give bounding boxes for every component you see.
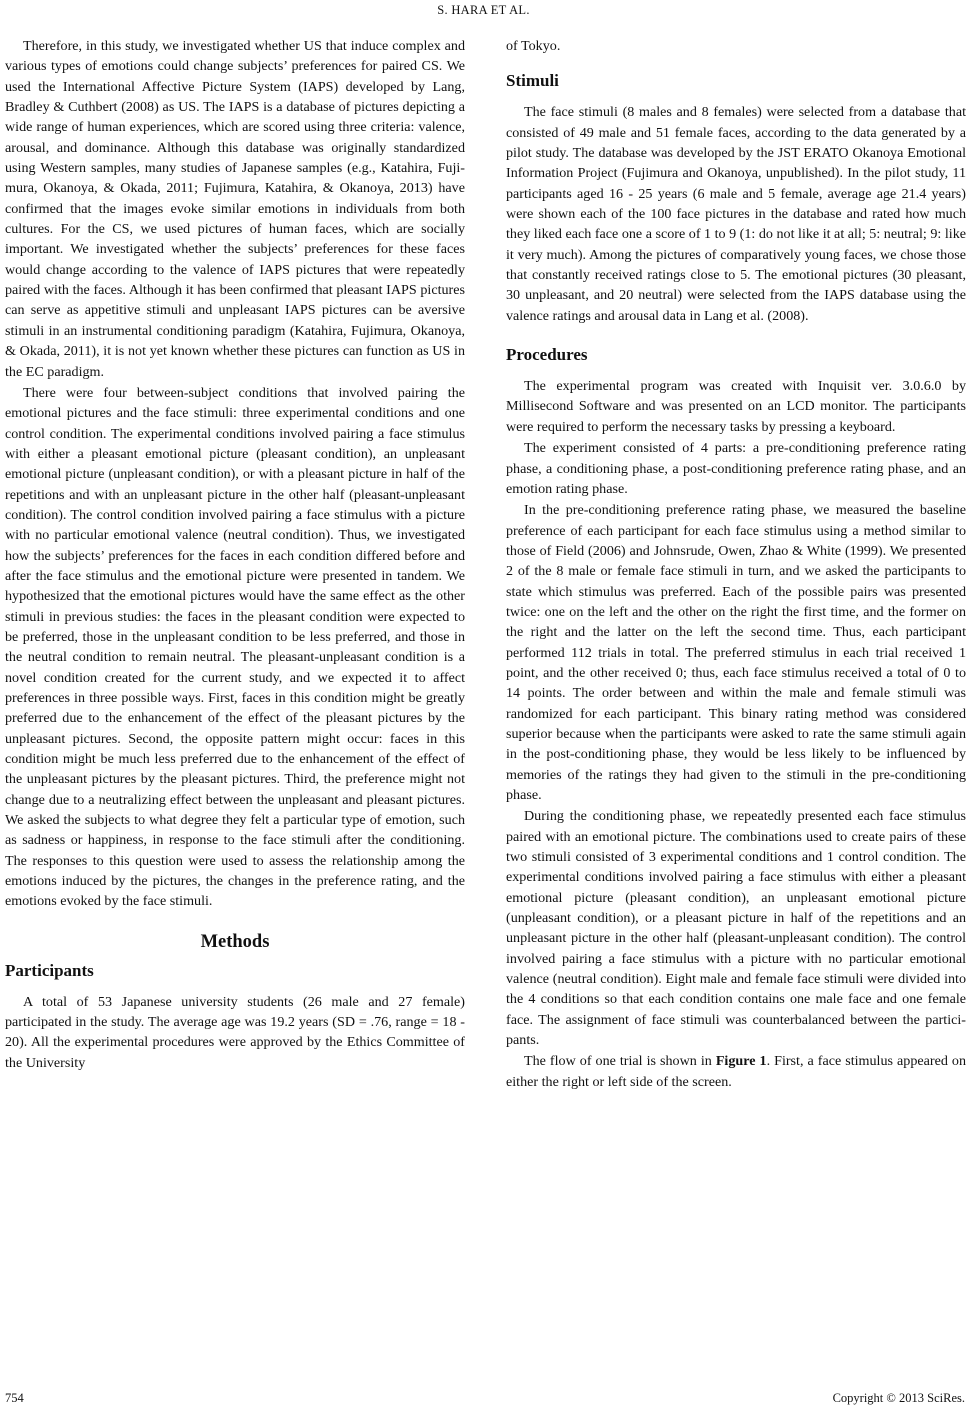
copyright-notice: Copyright © 2013 SciRes. xyxy=(832,1391,965,1405)
left-column xyxy=(5,36,465,1073)
participants-paragraph: A total of 53 Japanese university students (26 male and 27 female) participated in the study. The average age was 19.2 years (SD = .76, range = 18 - 20). All the experimental procedures were approved by the Ethics Committee of the University xyxy=(5,993,465,1071)
figure-ref-before: The flow of one trial is shown in xyxy=(524,1053,716,1070)
page-number: 754 xyxy=(5,1391,24,1405)
procedures-paragraph-5 xyxy=(506,1051,966,1092)
right-column xyxy=(506,36,966,1092)
participants-heading: Participants xyxy=(5,960,94,980)
intro-paragraph-1: Therefore, in this study, we investigated whether US that induce complex and various types of emotions could change subjects’ preferences for paired CS. We used the International Affective Picture System (IAPS) developed by Lang, Bradley & Cuthbert (2008) as US. The IAPS is a database of pictures depicting a wide range of human experiences, which are scored using three criteria: valence, arousal, and dominance. Although this database was originally standardized using Western samples, many studies of Japanese samples (e.g., Katahira, Fujimura, Okanoya, & Okada, 2011; Fujimura, Katahira, & Okanoya, 2013) have confirmed that the images evoke similar emotions in individuals from both cultures. For the CS, we used pictures of human faces, which are socially important. We investigated whether the subjects’ preferences for these faces would change according to the valence of IAPS pictures that were repeatedly paired with the faces. Although it has been confirmed that pleasant IAPS pictures can serve as appetitive stimuli and unpleasant IAPS pictures can be aversive stimuli in an instrumental conditioning paradigm (Katahira, Fujimura, Okanoya, & Okada, 2011), it is not yet known whether these pictures can function as US in the EC paradigm. xyxy=(5,38,465,380)
intro-paragraph-2: There were four between-subject conditions that involved pairing the emotional pictures and the face stimuli: three experimental conditions and one control condition. The experimental conditions involved pairing a face stimulus with either a pleasant emotional picture (pleasant condition), an unpleasant emotional picture (unpleasant condition), or with a pleasant picture in half of the repetitions and with an unpleasant picture in the other half (pleasant-unpleasant condition). The control condition involved pairing a face stimulus with a picture with no particular emotional valence (neutral condition). Thus, we investigated how the subjects’ preferences for the faces in each condition differed before and after the face stimulus and the emotional picture were presented in tandem. We hypothesized that the emotional pictures would have the same effect as the other stimuli in previous studies: the faces in the pleasant condition were expected to be preferred, those in the unpleasant condition to be less preferred, and those in the neutral condition to remain neutral. The pleasant-unpleasant condition is a novel condition created for the current study, and we expected it to affect preferences in three possible ways. First, faces in this condition might be greatly preferred due to the enhancement of the effect of the pleasant pictures by the unpleasant pictures. Second, the opposite pattern might occur: faces in this condition might be much less preferred due to the enhancement of the effect of the unpleasant pictures by the pleasant pictures. Third, the preference might not change due to a neutralizing effect between the unpleasant and pleasant pictures. We asked the subjects to what degree they felt a particular type of emotion, such as sadness or happiness, in response to the face stimuli after the conditioning. The responses to this question were used to assess the relationship among the emotions induced by the pictures, the changes in the preference rating, and the emotions evoked by the face stimuli. xyxy=(5,384,465,910)
stimuli-heading: Stimuli xyxy=(506,71,559,91)
figure-ref-after: . First, a face stimulus appeared on either the right or left side of the screen. xyxy=(506,1053,966,1090)
procedures-paragraph-2: The experiment consisted of 4 parts: a pre-conditioning preference rating phase, a conditioning phase, a post-conditioning preference rating phase, and an emotion rating phase. xyxy=(506,440,966,497)
procedures-paragraph-1: The experimental program was created with Inquisit ver. 3.0.6.0 by Millisecond Software and was presented on an LCD monitor. The participants were required to perform the necessary tasks by pressing a keyboard. xyxy=(506,378,966,435)
running-head: S. HARA ET AL. xyxy=(437,3,530,17)
stimuli-paragraph: The face stimuli (8 males and 8 females) were selected from a database that consisted of 49 male and 51 female faces, according to the data generated by a pilot study. The database was developed by the JST ERATO Okanoya Emotional Information Project (Fujimura and Okanoya, unpublished). In the pilot study, 11 participants aged 16 - 25 years (6 male and 5 female, average age 21.4 years) were shown each of the 100 face pictures in the database and rated how much they liked each face one a score of 1 to 9 (1: do not like it at all; 5: neutral; 9: like it very much). Among the pictures of comparatively young faces, we chose those that constantly received ratings close to 5. The emotional pictures (30 pleasant, 30 unpleasant, and 20 neutral) were selected from the IAPS database using the valence ratings and arousal data in Lang et al. (2008). xyxy=(506,104,966,324)
methods-heading: Methods xyxy=(200,931,270,952)
procedures-paragraph-4: During the conditioning phase, we repeatedly presented each face stimulus paired with an emotional picture. The combinations used to create pairs of these two stimuli consisted of 3 experimental conditions and 1 control condition. The experimental conditions involved pairing a face stimulus with either a pleasant emotional picture (pleasant condition), an unpleasant emotional picture (unpleasant condition), or a pleasant picture in half of the repetitions and an unpleasant picture in the other half (pleasant-unpleasant condition). The control involved pairing a face stimulus with a picture with no particular emotional valence (neutral condition). Eight male and female face stimuli were divided into the 4 conditions so that each condition contains one male face and one female face. The assignment of face stimuli was counterbalanced between the participants. xyxy=(506,808,966,1049)
participants-paragraph-continued: of Tokyo. xyxy=(506,38,561,54)
procedures-paragraph-3: In the pre-conditioning preference rating phase, we measured the baseline preference of each participant for each face stimulus using a method similar to those of Field (2006) and Johnsrude, Owen, Zhao & White (1999). We presented 2 of the 8 male or female face stimuli in turn, and we asked the participants to state which stimulus was preferred. Each of the possible pairs was presented twice: one on the left and the other on the right the first time, and the former on the right and the latter on the left the second time. Thus, each participant performed 112 trials in total. The preferred stimulus in each trial received 1 point, and the other received 0; thus, each face stimulus received a total of 0 to 14 points. The order between and within the male and female stimuli was randomized for each participant. This binary rating method was considered superior because when the participants were asked to rate the same stimuli again in the post-conditioning phase, they would be less likely to be influenced by memories of the ratings they had given to the stimuli in the pre-conditioning phase. xyxy=(506,502,966,803)
procedures-heading: Procedures xyxy=(506,345,588,365)
figure-1-reference[interactable]: Figure 1 xyxy=(715,1053,767,1070)
